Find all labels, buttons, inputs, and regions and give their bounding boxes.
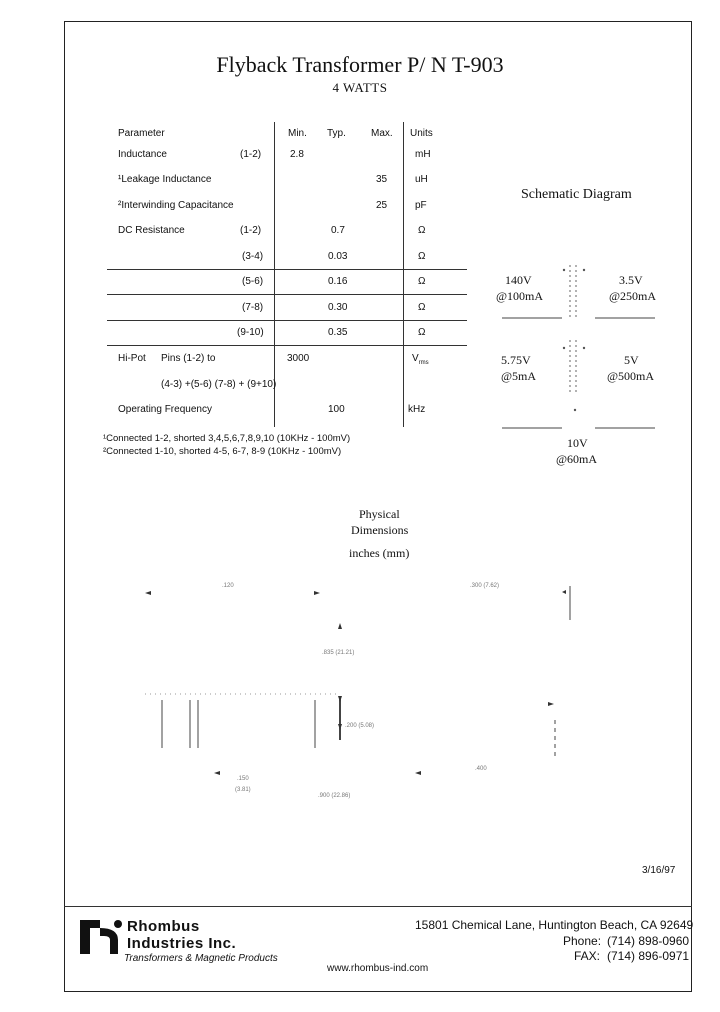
hipot-pins: Pins (1-2) to bbox=[161, 353, 216, 364]
winding-voltage: 5.75V bbox=[501, 353, 531, 367]
footer-divider bbox=[64, 906, 692, 907]
table-divider-right bbox=[403, 122, 404, 427]
dim-label: .200 (5.08) bbox=[345, 723, 375, 729]
hipot-pins-2: (4-3) +(5-6) (7-8) + (9+10) bbox=[161, 379, 277, 390]
header-units: Units bbox=[410, 128, 433, 139]
company-name-2: Industries Inc. bbox=[127, 935, 237, 952]
rhombus-logo-icon bbox=[78, 918, 124, 956]
row-min: 2.8 bbox=[290, 149, 304, 160]
winding-current: @5mA bbox=[501, 369, 537, 383]
dim-label: .900 (22.86) bbox=[318, 793, 351, 799]
hipot-label: Hi-Pot bbox=[118, 353, 146, 364]
row-max: 25 bbox=[376, 200, 388, 211]
page-title: Flyback Transformer P/ N T-903 bbox=[216, 52, 504, 77]
row-param: Inductance bbox=[118, 149, 167, 160]
row-typ: 0.16 bbox=[328, 276, 348, 287]
header-min: Min. bbox=[288, 128, 307, 139]
table-rule bbox=[107, 269, 467, 270]
freq-value: 100 bbox=[328, 404, 345, 415]
winding-current: @60mA bbox=[556, 452, 598, 466]
row-pins: (5-6) bbox=[242, 276, 264, 287]
dim-label: .835 (21.21) bbox=[322, 650, 355, 656]
fax-number: (714) 896-0971 bbox=[607, 949, 690, 963]
winding-current: @500mA bbox=[607, 369, 655, 383]
phone-label: Phone: bbox=[563, 934, 602, 948]
row-unit: Ω bbox=[418, 302, 426, 313]
row-max: 35 bbox=[376, 174, 388, 185]
row-pins: (7-8) bbox=[242, 302, 264, 313]
dim-label: .400 bbox=[475, 766, 487, 772]
row-param: ²Interwinding Capacitance bbox=[118, 200, 234, 211]
row-unit: Ω bbox=[418, 276, 426, 287]
row-param: DC Resistance bbox=[118, 225, 185, 236]
row-pins: (1-2) bbox=[240, 149, 262, 160]
row-typ: 0.7 bbox=[331, 225, 345, 236]
winding-voltage: 140V bbox=[505, 273, 532, 287]
dim-label: .300 (7.62) bbox=[470, 583, 500, 589]
wattage-subtitle: 4 WATTS bbox=[332, 80, 388, 95]
row-unit: Ω bbox=[418, 251, 426, 262]
dimensions-units: inches (mm) bbox=[349, 546, 410, 560]
table-rule bbox=[107, 294, 467, 295]
winding-voltage: 5V bbox=[624, 353, 639, 367]
row-pins: (3-4) bbox=[242, 251, 264, 262]
row-pins: (1-2) bbox=[240, 225, 262, 236]
hipot-value: 3000 bbox=[287, 353, 310, 364]
revision-date: 3/16/97 bbox=[642, 865, 676, 876]
dimension-drawing bbox=[140, 580, 580, 810]
dim-label: .150 bbox=[237, 776, 249, 782]
dimensions-title: Dimensions bbox=[351, 523, 409, 537]
header-max: Max. bbox=[371, 128, 393, 139]
footnote: ¹Connected 1-2, shorted 3,4,5,6,7,8,9,10 (10KHz - 100mV) bbox=[103, 433, 351, 444]
phone-number: (714) 898-0960 bbox=[607, 934, 690, 948]
table-rule bbox=[107, 345, 467, 346]
freq-label: Operating Frequency bbox=[118, 404, 212, 415]
company-address: 15801 Chemical Lane, Huntington Beach, CA 92649 bbox=[415, 918, 694, 932]
hipot-unit-sub: rms bbox=[418, 360, 429, 366]
freq-unit: kHz bbox=[408, 404, 426, 415]
row-typ: 0.03 bbox=[328, 251, 348, 262]
row-param: ¹Leakage Inductance bbox=[118, 174, 212, 185]
row-unit: Ω bbox=[418, 225, 426, 236]
header-typ: Typ. bbox=[327, 128, 346, 139]
row-unit: pF bbox=[415, 200, 427, 211]
row-unit: uH bbox=[415, 174, 428, 185]
row-typ: 0.30 bbox=[328, 302, 348, 313]
winding-voltage: 3.5V bbox=[619, 273, 643, 287]
fax-label: FAX: bbox=[574, 949, 601, 963]
dimensions-title: Physical bbox=[359, 507, 400, 521]
hipot-unit-v: V bbox=[412, 353, 419, 364]
dim-label: .120 bbox=[222, 583, 234, 589]
winding-current: @250mA bbox=[609, 289, 657, 303]
row-unit: Ω bbox=[418, 327, 426, 338]
winding-voltage: 10V bbox=[567, 436, 588, 450]
winding-current: @100mA bbox=[496, 289, 544, 303]
dim-label: (3.81) bbox=[235, 787, 251, 793]
row-typ: 0.35 bbox=[328, 327, 348, 338]
hipot-unit bbox=[412, 353, 429, 366]
company-name: Rhombus bbox=[127, 918, 200, 935]
table-rule bbox=[107, 320, 467, 321]
company-tagline: Transformers & Magnetic Products bbox=[124, 953, 278, 964]
website-link[interactable]: www.rhombus-ind.com bbox=[327, 963, 429, 974]
schematic-title: Schematic Diagram bbox=[521, 187, 632, 202]
footnote: ²Connected 1-10, shorted 4-5, 6-7, 8-9 (10KHz - 100mV) bbox=[103, 446, 342, 457]
header-parameter: Parameter bbox=[118, 128, 165, 139]
row-unit: mH bbox=[415, 149, 431, 160]
row-pins: (9-10) bbox=[237, 327, 264, 338]
